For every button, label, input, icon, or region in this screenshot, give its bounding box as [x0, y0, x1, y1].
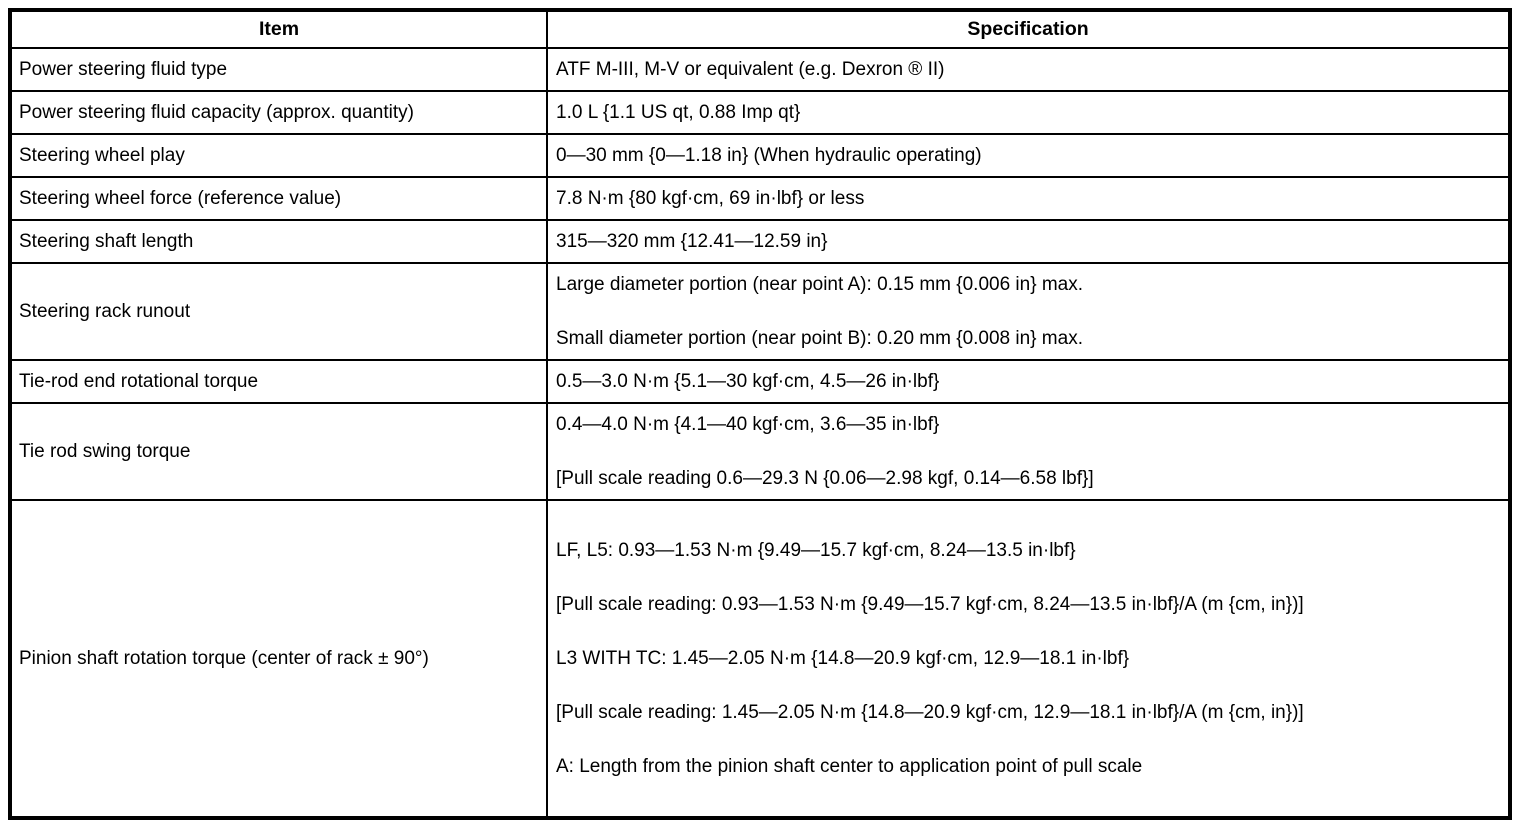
spec-cell: [547, 403, 1510, 500]
spec-line: 1.0 L {1.1 US qt, 0.88 Imp qt}: [556, 102, 801, 123]
item-cell: Power steering fluid type: [10, 48, 547, 91]
item-cell: Steering rack runout: [10, 263, 547, 360]
table-row: [10, 500, 1510, 818]
item-cell: Steering shaft length: [10, 220, 547, 263]
spec-cell: [547, 500, 1510, 818]
table-row: [10, 403, 1510, 500]
spec-line: Large diameter portion (near point A): 0.15 mm {0.006 in} max.: [556, 274, 1084, 295]
table-row: [10, 263, 1510, 360]
spec-cell: [547, 263, 1510, 360]
spec-cell: [547, 220, 1510, 263]
spec-line: [Pull scale reading 0.6—29.3 N {0.06—2.98 kgf, 0.14—6.58 lbf}]: [556, 468, 1094, 489]
table-row: [10, 220, 1510, 263]
spec-line: Small diameter portion (near point B): 0.20 mm {0.008 in} max.: [556, 328, 1083, 349]
spec-cell: [547, 177, 1510, 220]
table-row: [10, 48, 1510, 91]
item-cell: Steering wheel force (reference value): [10, 177, 547, 220]
specification-table: [8, 8, 1512, 820]
spec-line: 0—30 mm {0—1.18 in} (When hydraulic operating): [556, 145, 982, 166]
spec-line: [Pull scale reading: 0.93—1.53 N·m {9.49—15.7 kgf·cm, 8.24—13.5 in·lbf}/A (m {cm, in})]: [556, 594, 1304, 615]
specification-column-header: Specification: [547, 10, 1510, 48]
spec-line: LF, L5: 0.93—1.53 N·m {9.49—15.7 kgf·cm, 8.24—13.5 in·lbf}: [556, 540, 1076, 561]
item-cell: Power steering fluid capacity (approx. quantity): [10, 91, 547, 134]
item-cell: Tie rod swing torque: [10, 403, 547, 500]
table-row: [10, 134, 1510, 177]
table-row: [10, 360, 1510, 403]
spec-cell: [547, 48, 1510, 91]
item-cell: Steering wheel play: [10, 134, 547, 177]
table-header: [10, 10, 1510, 48]
header-row: [10, 10, 1510, 48]
spec-line: ATF M-III, M-V or equivalent (e.g. Dexron ® II): [556, 59, 945, 80]
item-cell: Tie-rod end rotational torque: [10, 360, 547, 403]
spec-cell: [547, 134, 1510, 177]
table-row: [10, 177, 1510, 220]
spec-line: L3 WITH TC: 1.45—2.05 N·m {14.8—20.9 kgf·cm, 12.9—18.1 in·lbf}: [556, 648, 1130, 669]
spec-line: [Pull scale reading: 1.45—2.05 N·m {14.8—20.9 kgf·cm, 12.9—18.1 in·lbf}/A (m {cm, in})]: [556, 702, 1304, 723]
spec-line: 7.8 N·m {80 kgf·cm, 69 in·lbf} or less: [556, 188, 865, 209]
spec-line: A: Length from the pinion shaft center to application point of pull scale: [556, 756, 1143, 777]
spec-table-body: [10, 48, 1510, 818]
spec-cell: [547, 360, 1510, 403]
table-row: [10, 91, 1510, 134]
spec-cell: [547, 91, 1510, 134]
spec-line: 0.5—3.0 N·m {5.1—30 kgf·cm, 4.5—26 in·lbf}: [556, 371, 940, 392]
spec-line: 315—320 mm {12.41—12.59 in}: [556, 231, 828, 252]
item-cell: Pinion shaft rotation torque (center of rack ± 90°): [10, 500, 547, 818]
item-column-header: Item: [10, 10, 547, 48]
spec-line: 0.4—4.0 N·m {4.1—40 kgf·cm, 3.6—35 in·lbf}: [556, 414, 940, 435]
